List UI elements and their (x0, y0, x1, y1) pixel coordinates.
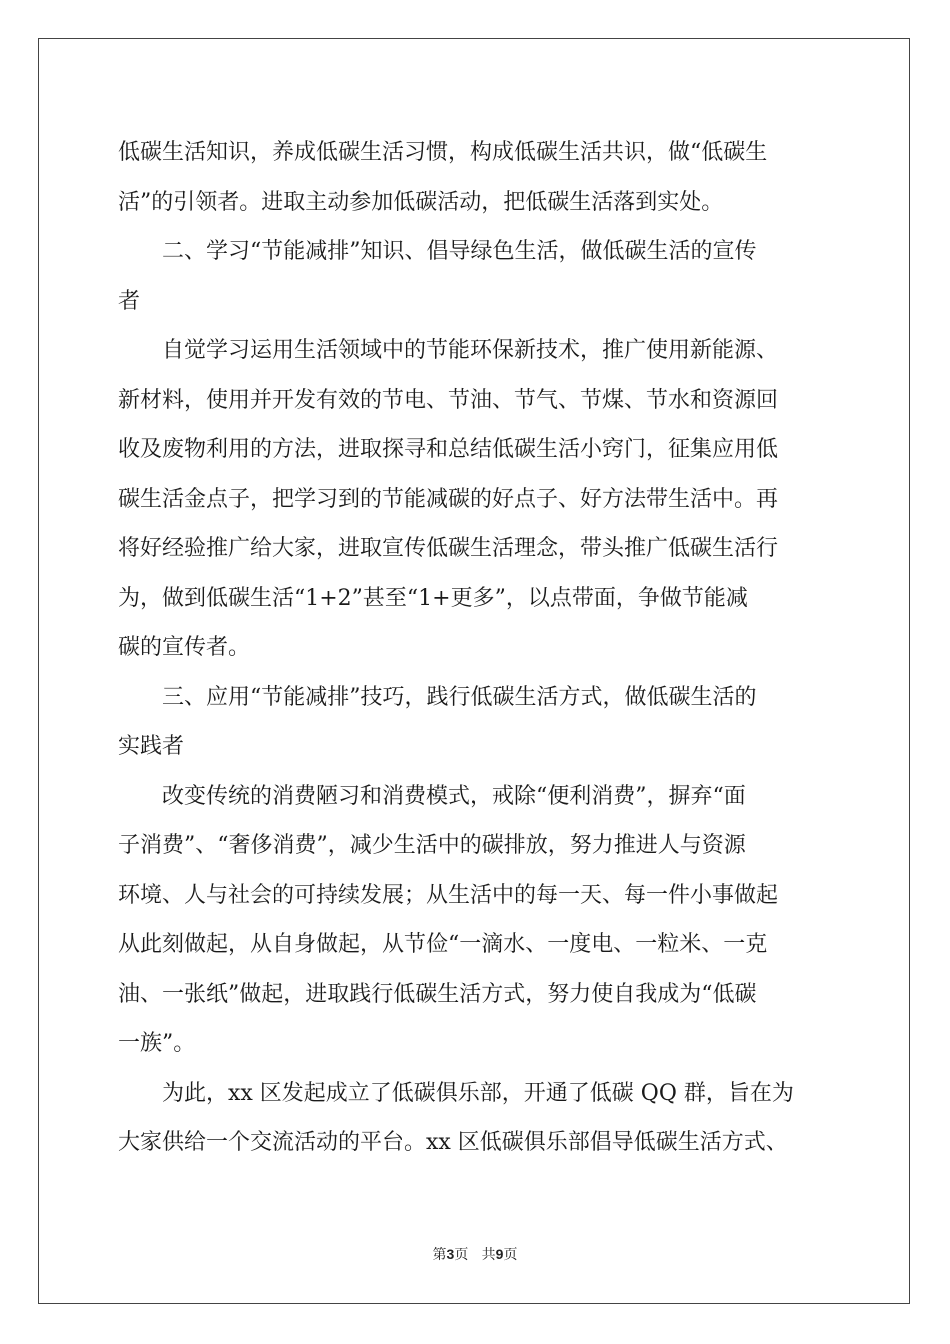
paragraph (118, 227, 832, 326)
page-suffix: 页 (454, 1247, 469, 1263)
total-pages: 9 (495, 1246, 504, 1262)
page-prefix: 第 (432, 1247, 447, 1263)
page-footer (0, 1244, 950, 1264)
text-line: 将好经验推广给大家，进取宣传低碳生活理念，带头推广低碳生活行 (118, 536, 779, 561)
paragraph (118, 326, 832, 673)
text-line: 新材料，使用并开发有效的节电、节油、节气、节煤、节水和资源回 (118, 387, 779, 413)
text-line: 收及废物利用的方法，进取探寻和总结低碳生活小窍门，征集应用低 (118, 437, 779, 462)
paragraph (118, 1069, 832, 1168)
text-line: 者 (118, 288, 141, 314)
text-line: 活”的引领者。进取主动参加低碳活动，把低碳生活落到实处。 (118, 189, 724, 215)
text-line: 碳的宣传者。 (118, 635, 251, 660)
text-line: 二、学习“节能减排”知识、倡导绿色生活，做低碳生活的宣传 (162, 239, 757, 264)
text-line: 从此刻做起，从自身做起，从节俭“一滴水、一度电、一粒米、一克 (118, 932, 768, 957)
text-line: 油、一张纸”做起，进取践行低碳生活方式，努力使自我成为“低碳 (118, 981, 757, 1007)
paragraph (118, 772, 832, 1069)
text-line: 为此，xx 区发起成立了低碳俱乐部，开通了低碳 QQ 群，旨在为 (162, 1080, 794, 1106)
text-line: 为，做到低碳生活“1+2”甚至“1+更多”，以点带面，争做节能减 (118, 585, 748, 611)
text-line: 一族”。 (118, 1031, 196, 1056)
text-line: 自觉学习运用生活领域中的节能环保新技术，推广使用新能源、 (162, 338, 779, 363)
text-line: 实践者 (118, 734, 185, 759)
text-line: 三、应用“节能减排”技巧，践行低碳生活方式，做低碳生活的 (162, 684, 757, 710)
text-line: 碳生活金点子，把学习到的节能减碳的好点子、好方法带生活中。再 (118, 486, 779, 512)
total-suffix: 页 (503, 1247, 518, 1263)
text-line: 改变传统的消费陋习和消费模式，戒除“便利消费”，摒弃“面 (162, 783, 746, 809)
text-line: 低碳生活知识，养成低碳生活习惯，构成低碳生活共识，做“低碳生 (118, 140, 768, 165)
text-line: 子消费”、“奢侈消费”，减少生活中的碳排放，努力推进人与资源 (118, 833, 746, 858)
paragraph (118, 128, 832, 227)
document-body (118, 128, 832, 1168)
text-line: 大家供给一个交流活动的平台。xx 区低碳俱乐部倡导低碳生活方式、 (118, 1130, 788, 1155)
paragraph (118, 673, 832, 772)
text-line: 环境、人与社会的可持续发展；从生活中的每一天、每一件小事做起 (118, 882, 779, 908)
total-prefix: 共 (481, 1247, 496, 1263)
page-number: 3 (446, 1246, 455, 1262)
